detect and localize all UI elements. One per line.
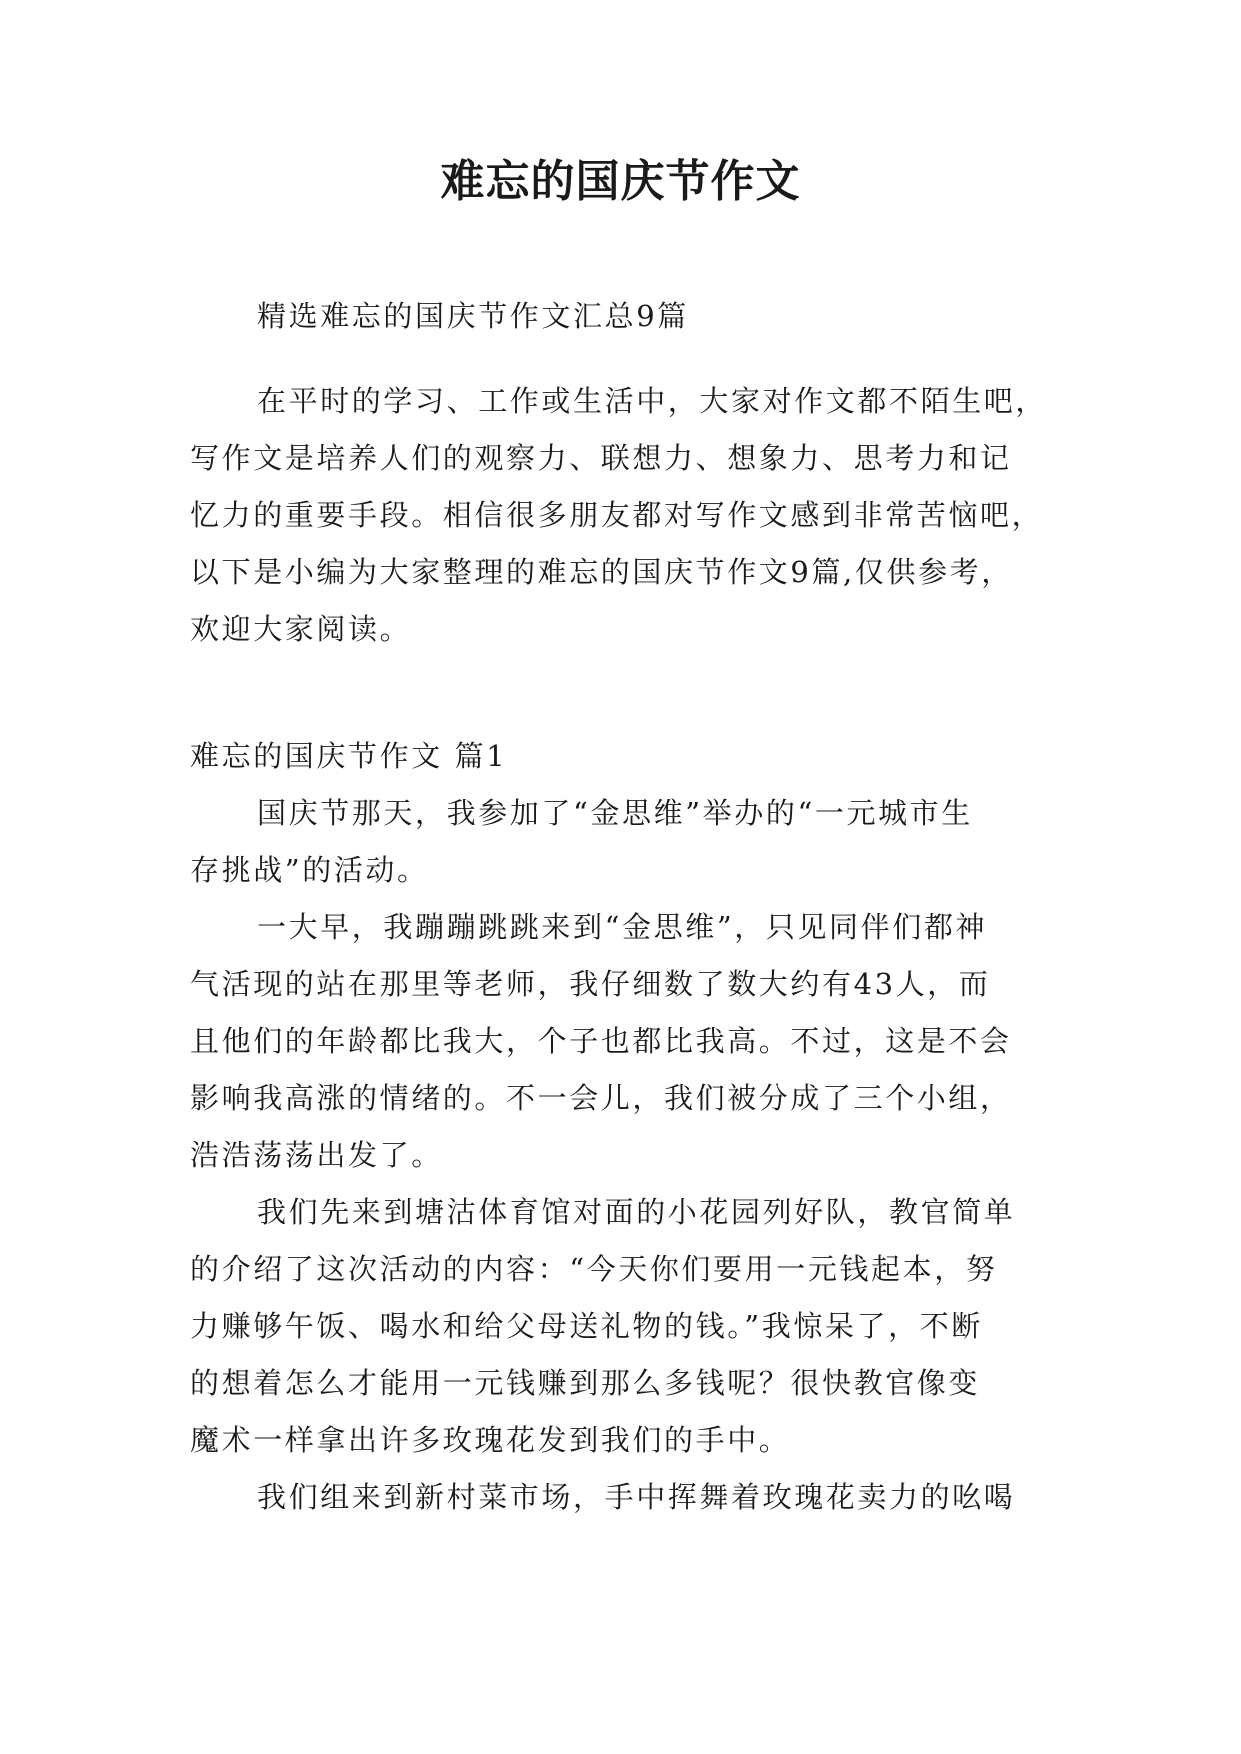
paragraph-line: 且他们的年龄都比我大，个子也都比我高。不过，这是不会 xyxy=(190,1024,1012,1058)
section-heading: 难忘的国庆节作文 篇1 xyxy=(190,739,508,773)
intro-line: 欢迎大家阅读。 xyxy=(190,612,412,646)
paragraph-line: 我们组来到新村菜市场，手中挥舞着玫瑰花卖力的吆喝 xyxy=(257,1480,1016,1514)
paragraph-line: 国庆节那天，我参加了“金思维”举办的“一元城市生 xyxy=(257,796,973,830)
document-title: 难忘的国庆节作文 xyxy=(440,156,801,207)
intro-line: 忆力的重要手段。相信很多朋友都对写作文感到非常苦恼吧， xyxy=(190,498,1044,532)
paragraph-line: 浩浩荡荡出发了。 xyxy=(190,1138,443,1172)
paragraph-line: 我们先来到塘沽体育馆对面的小花园列好队，教官简单 xyxy=(257,1195,1016,1229)
paragraph-line: 力赚够午饭、喝水和给父母送礼物的钱。”我惊呆了，不断 xyxy=(190,1309,983,1343)
intro-line: 在平时的学习、工作或生活中，大家对作文都不陌生吧， xyxy=(257,384,1048,418)
subtitle: 精选难忘的国庆节作文汇总9篇 xyxy=(257,299,689,333)
paragraph-line: 气活现的站在那里等老师，我仔细数了数大约有43人，而 xyxy=(190,967,991,1001)
paragraph-line: 魔术一样拿出许多玫瑰花发到我们的手中。 xyxy=(190,1423,791,1457)
intro-line: 写作文是培养人们的观察力、联想力、想象力、思考力和记 xyxy=(190,441,1012,475)
intro-line: 以下是小编为大家整理的难忘的国庆节作文9篇,仅供参考， xyxy=(190,555,1013,589)
paragraph-line: 存挑战”的活动。 xyxy=(190,853,429,887)
paragraph-line: 的想着怎么才能用一元钱赚到那么多钱呢？很快教官像变 xyxy=(190,1366,981,1400)
paragraph-line: 的介绍了这次活动的内容：“今天你们要用一元钱起本，努 xyxy=(190,1252,998,1286)
paragraph-line: 影响我高涨的情绪的。不一会儿，我们被分成了三个小组， xyxy=(190,1081,1012,1115)
paragraph-line: 一大早，我蹦蹦跳跳来到“金思维”，只见同伴们都神 xyxy=(257,910,988,944)
